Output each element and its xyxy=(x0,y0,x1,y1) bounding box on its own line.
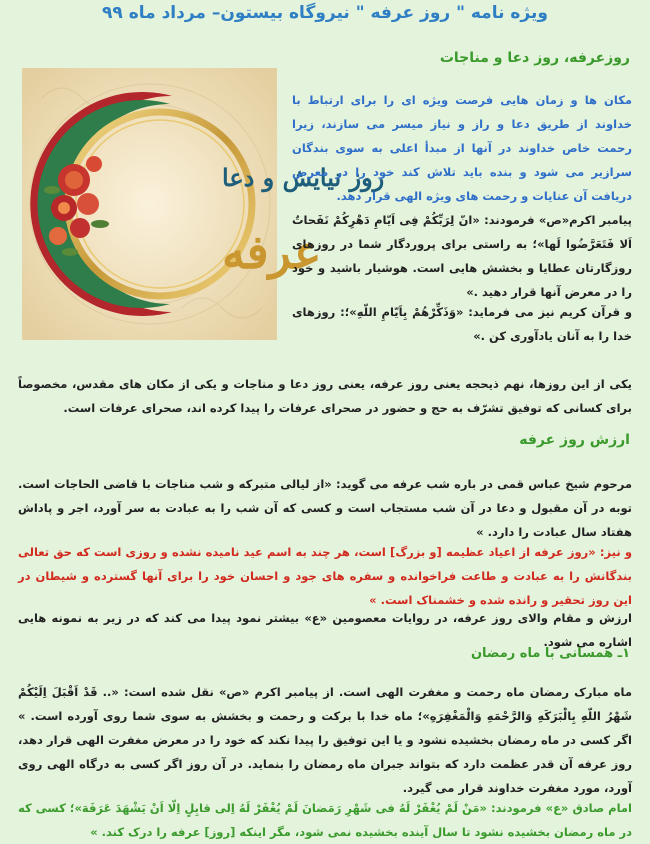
section2-paragraph-3: ارزش و مقام والای روز عرفه، در روایات معصومین «ع» بیشتر نمود پیدا می کند که در زیر به نمونه هایی اشاره می شود. xyxy=(18,611,632,649)
section3-heading: ۱ـ همسانی با ماه رمضان xyxy=(470,646,630,661)
section1-hadith: پیامبر اکرم«ص» فرمودند: «انّ لِرَبِّکُمْ فِی اَیّامِ دَهْرِکُمْ نَفَحاتٌ اَلا فَتَعَرَّضُوا لَها»؛ به راستی برای پروردگار شما در روزهای روزگارتان عطایا و بخشش هایی است. هوشیار باشید و خود را در معرض آنها قرار دهید .» xyxy=(292,213,632,299)
page-title: ویژه نامه " روز عرفه " نیروگاه بیستون– مرداد ماه ۹۹ xyxy=(102,3,548,23)
arafa-artwork xyxy=(22,68,385,340)
art-line1: روز نیایش و دعا xyxy=(222,163,385,192)
section3-paragraph-2: امام صادق «ع» فرمودند: «مَنْ لَمْ یُغْفَرْ لَهُ فی شَهْرِ رَمَضانَ لَمْ یُغْفَرْ لَهُ اِلی قابِلٍ اِلّا اَنْ یَشْهَدَ عَرَفَهَ»؛ کسی که در ماه رمضان بخشیده نشود تا سال آینده بخشیده نمی شود، مگر اینکه [روز] عرفه را درک کند. » xyxy=(18,801,632,839)
section2-paragraph-2: و نیز: «روز عرفه از اعیاد عظیمه [و بزرگ] است، هر چند به اسم عید نامیده نشده و روزی است که حق تعالی بندگانش را به عبادت و طاعت فراخوانده و سفره های جود و احسان خود را برای آنها گسترده و شیطان در این روز تحقیر و رانده شده و خشمناک است. » xyxy=(18,545,632,607)
section2-paragraph-1: مرحوم شیخ عباس قمی در باره شب عرفه می گوید: «از لیالی متبرکه و شب مناجات با قاضی الحاجات است. توبه در آن مقبول و دعا در آن شب مستجاب است و کسی که آن شب را به عبادت به سر آورد، اجر و پاداش هفتاد سال عبادت را دارد. » xyxy=(18,477,632,539)
section1-intro: مکان ها و زمان هایی فرصت ویژه ای را برای ارتباط با خداوند از طریق دعا و راز و نیاز میسر می سازند، زیرا رحمت خاص خداوند در آنها از مبدأ اعلی به سوی بندگان سرازیر می شود و بنده باید تلاش کند خود را در معرض دریافت آن عنایات و رحمت های ویژه الهی قرار دهد. xyxy=(292,93,632,203)
art-line2: عرفه xyxy=(222,225,322,279)
section2-heading: ارزش روز عرفه xyxy=(519,432,630,448)
section1-arafa: یکی از این روزها، نهم ذیحجه یعنی روز عرفه، یعنی روز دعا و مناجات و یکی از مکان های مقدس، مخصوصاً برای کسانی که توفیق تشرّف به حج و حضور در صحرای عرفات را پیدا کرده اند، صحرای عرفات است. xyxy=(18,377,632,415)
section3-paragraph-1: ماه مبارک رمضان ماه رحمت و مغفرت الهی است. از پیامبر اکرم «ص» نقل شده است: «.. قَدْ اَقْبَلَ اِلَیْکُمْ شَهْرُ اللّهِ بِالْبَرَکَهِ وَالرَّحْمَهِ وَالْمَغْفِرَهِ»؛ ماه خدا با برکت و رحمت و بخشش به سوی شما روی آورده است. » اگر کسی در ماه رمضان بخشیده نشود و یا این توفیق را پیدا نکند که خود را در معرض مغفرت الهی قرار دهد، روز عرفه آن قدر عظمت دارد که بتواند جبران ماه رمضان را بنماید. در آن روز اگر کسی به درگاه الهی روی آورد، مورد مغفرت خداوند قرار می گیرد. xyxy=(18,685,632,795)
section1-quran: و قرآن کریم نیز می فرماید: «وَذَکِّرْهُمْ بِاَیّامِ اللّهِ»؛: روزهای خدا را به آنان یادآوری کن .» xyxy=(292,305,632,343)
section1-heading: روزعرفه، روز دعا و مناجات xyxy=(439,50,630,66)
arafa-artwork-svg xyxy=(22,68,385,340)
